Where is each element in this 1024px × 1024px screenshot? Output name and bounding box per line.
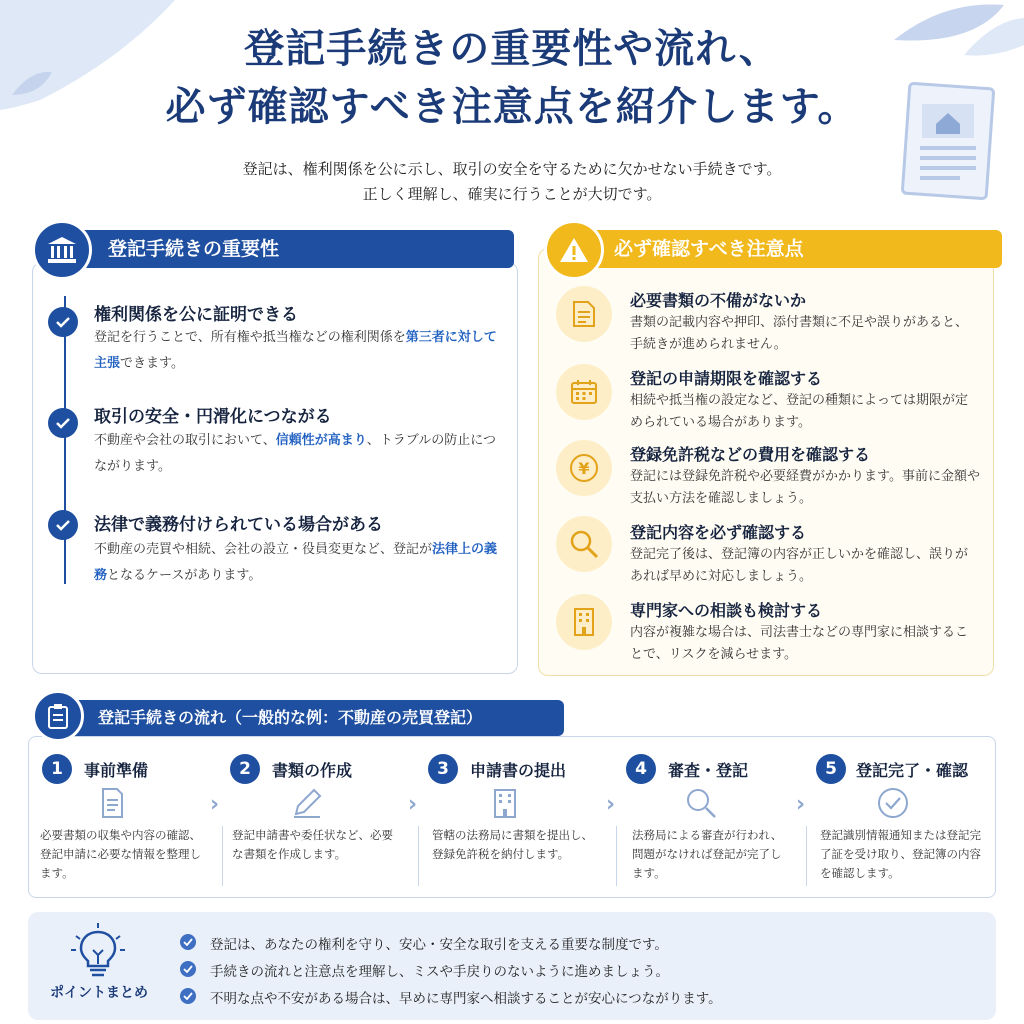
caution-item-title: 登記内容を必ず確認する [630, 523, 807, 542]
step-divider [222, 826, 223, 886]
lightbulb-icon [68, 922, 128, 980]
caution-item-desc: 相続や抵当権の設定など、登記の種類によっては期限が定められている場合があります。 [630, 393, 969, 430]
step-divider [418, 826, 419, 886]
step-title: 事前準備 [84, 761, 149, 780]
svg-text:¥: ¥ [578, 459, 590, 478]
document-icon [95, 786, 129, 820]
step-title: 申請書の提出 [470, 761, 567, 780]
step-number: 1 [42, 754, 72, 784]
step-desc: 登記申請書や委任状など、必要な書類を作成します。 [232, 828, 393, 861]
intro-line1: 登記は、権利関係を公に示し、取引の安全を守るために欠かせない手続きです。 [242, 160, 782, 178]
building-icon [556, 594, 612, 650]
chevron-right-icon: › [210, 792, 220, 817]
summary-point: 手続きの流れと注意点を理解し、ミスや手戻りのないように進めましょう。 [210, 964, 669, 980]
step-title: 審査・登記 [668, 761, 749, 780]
check-icon [48, 510, 78, 540]
calendar-icon [556, 364, 612, 420]
office-building-icon [488, 786, 522, 820]
page-title-line1: 登記手続きの重要性や流れ、 [244, 25, 780, 72]
magnifier-icon [556, 516, 612, 572]
importance-item-desc: 不動産や会社の取引において、信頼性が高まり、トラブルの防止につながります。 [94, 433, 496, 474]
importance-item-title: 取引の安全・円滑化につながる [94, 407, 332, 427]
caution-item-title: 登録免許税などの費用を確認する [630, 445, 871, 464]
check-circle-icon [876, 786, 910, 820]
caution-item-desc: 登記完了後は、登記簿の内容が正しいかを確認し、誤りがあれば早めに対応しましょう。 [630, 547, 969, 584]
step-divider [616, 826, 617, 886]
page-title-line2: 必ず確認すべき注意点を紹介します。 [165, 83, 859, 130]
caution-item-desc: 書類の記載内容や押印、添付書類に不足や誤りがあると、手続きが進められません。 [630, 315, 969, 352]
caution-item-title: 必要書類の不備がないか [630, 291, 807, 310]
check-icon [180, 961, 196, 977]
importance-item-desc: 登記を行うことで、所有権や抵当権などの権利関係を第三者に対して主張できます。 [94, 330, 497, 371]
importance-item-title: 権利関係を公に証明できる [94, 305, 298, 325]
step-desc: 管轄の法務局に書類を提出し、登録免許税を納付します。 [432, 828, 593, 861]
check-icon [48, 408, 78, 438]
step-title: 書類の作成 [272, 761, 353, 780]
pen-icon [290, 786, 324, 820]
importance-heading: 登記手続きの重要性 [60, 230, 514, 268]
step-desc: 必要書類の収集や内容の確認、登記申請に必要な情報を整理します。 [40, 828, 201, 880]
caution-item-desc: 内容が複雑な場合は、司法書士などの専門家に相談することで、リスクを減らせます。 [630, 625, 969, 662]
yen-icon [556, 440, 612, 496]
intro-line2: 正しく理解し、確実に行うことが大切です。 [362, 185, 662, 203]
importance-timeline-line [64, 296, 66, 584]
chevron-right-icon: › [796, 792, 806, 817]
document-icon [556, 286, 612, 342]
step-number: 5 [816, 754, 846, 784]
check-icon [48, 307, 78, 337]
importance-item-desc: 不動産の売買や相続、会社の設立・役員変更など、登記が法律上の義務となるケースがあります。 [94, 542, 498, 583]
chevron-right-icon: › [408, 792, 418, 817]
caution-item-desc: 登記には登録免許税や必要経費がかかります。事前に金額や支払い方法を確認しましょう。 [630, 469, 980, 506]
step-number: 3 [428, 754, 458, 784]
courthouse-icon [32, 220, 92, 280]
cautions-heading: 必ず確認すべき注意点 [566, 230, 1002, 268]
chevron-right-icon: › [606, 792, 616, 817]
flow-heading: 登記手続きの流れ（一般的な例：不動産の売買登記） [60, 700, 564, 736]
clipboard-icon [32, 690, 84, 742]
step-divider [806, 826, 807, 886]
warning-icon [544, 220, 604, 280]
importance-item-title: 法律で義務付けられている場合がある [94, 515, 383, 535]
summary-point: 登記は、あなたの権利を守り、安心・安全な取引を支える重要な制度です。 [210, 937, 668, 953]
caution-item-title: 専門家への相談も検討する [630, 601, 823, 620]
summary-point: 不明な点や不安がある場合は、早めに専門家へ相談することが安心につながります。 [210, 991, 722, 1007]
step-number: 2 [230, 754, 260, 784]
step-desc: 法務局による審査が行われ、問題がなければ登記が完了します。 [632, 828, 783, 880]
step-title: 登記完了・確認 [856, 761, 969, 780]
step-number: 4 [626, 754, 656, 784]
magnifier-icon [684, 786, 718, 820]
step-desc: 登記識別情報通知または登記完了証を受け取り、登記簿の内容を確認します。 [820, 828, 981, 880]
check-icon [180, 988, 196, 1004]
summary-label: ポイントまとめ [50, 985, 148, 1001]
check-icon [180, 934, 196, 950]
caution-item-title: 登記の申請期限を確認する [630, 369, 823, 388]
